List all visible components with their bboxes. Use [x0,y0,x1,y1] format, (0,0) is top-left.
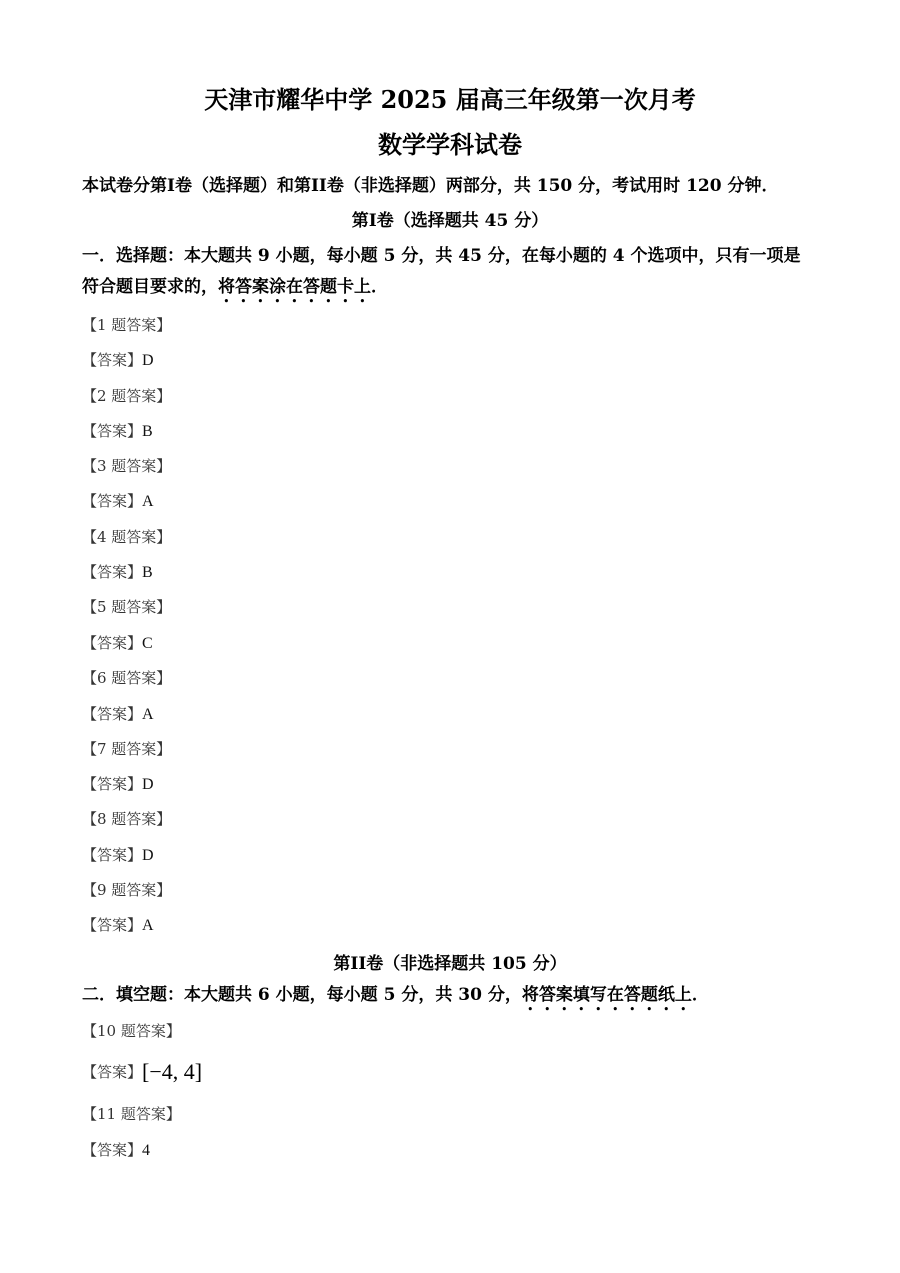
part1-instruction-line2 [82,272,388,307]
answer-label: 【答案】 [82,1063,143,1081]
answer-header-10: 【10 题答案】 [82,1022,181,1040]
answer-header-3: 【3 题答案】 [82,457,172,475]
answer-header-8: 【8 题答案】 [82,810,172,828]
answer-value-6: A [142,706,154,723]
answer-value-7: D [142,776,154,793]
answer-label: 【答案】 [82,422,143,440]
answer-row-11 [82,1139,150,1160]
part1-instruction-prefix: 符合题目要求的， [82,277,218,297]
answer-label: 【答案】 [82,846,143,864]
answer-label: 【答案】 [82,705,143,723]
answer-value-10: [−4, 4] [142,1059,203,1084]
answer-header-7: 【7 题答案】 [82,740,172,758]
answer-header-9: 【9 题答案】 [82,881,172,899]
exam-subtitle: 数学学科试卷 [378,130,522,159]
part2-instruction-suffix: ． [691,985,709,1005]
part2-instruction-prefix: 二．填空题：本大题共 6 小题，每小题 5 分，共 30 分， [82,985,522,1005]
part1-instruction-emphasis: 将答案涂在答题卡上 [218,277,371,297]
exam-title: 天津市耀华中学 2025 届高三年级第一次月考 [204,85,696,114]
part2-heading: 第II卷（非选择题共 105 分） [333,954,567,974]
answer-value-4: B [142,564,153,581]
answer-row-6 [82,703,154,724]
answer-row-7 [82,773,154,794]
answer-row-4 [82,561,153,582]
answer-value-11: 4 [142,1142,151,1159]
answer-value-1: D [142,352,154,369]
answer-header-6: 【6 题答案】 [82,669,172,687]
answer-row-5 [82,632,153,653]
answer-label: 【答案】 [82,1141,143,1159]
part2-instruction-emphasis: 将答案填写在答题纸上 [521,985,692,1005]
part2-instruction [82,980,709,1015]
answer-header-4: 【4 题答案】 [82,528,172,546]
answer-value-2: B [142,423,153,440]
answer-header-11: 【11 题答案】 [82,1105,181,1123]
answer-label: 【答案】 [82,916,143,934]
answer-label: 【答案】 [82,492,143,510]
part1-instruction-line1: 一．选择题：本大题共 9 小题，每小题 5 分，共 45 分，在每小题的 4 个选项中，只有一项是 [82,246,801,266]
answer-value-9: A [142,917,154,934]
answer-value-3: A [142,493,154,510]
answer-label: 【答案】 [82,775,143,793]
answer-row-9 [82,914,154,935]
answer-row-3 [82,490,154,511]
answer-row-1 [82,349,154,370]
part1-instruction-suffix: ． [371,277,388,297]
answer-label: 【答案】 [82,563,143,581]
answer-value-8: D [142,847,154,864]
answer-label: 【答案】 [82,634,143,652]
exam-intro: 本试卷分第I卷（选择题）和第II卷（非选择题）两部分，共 150 分，考试用时 120 分钟． [82,176,779,196]
answer-row-8 [82,844,154,865]
answer-label: 【答案】 [82,351,143,369]
answer-row-10 [82,1059,202,1085]
answer-header-5: 【5 题答案】 [82,598,172,616]
part1-heading: 第I卷（选择题共 45 分） [351,211,549,231]
answer-header-2: 【2 题答案】 [82,387,172,405]
answer-value-5: C [142,635,153,652]
answer-row-2 [82,420,153,441]
answer-header-1: 【1 题答案】 [82,316,172,334]
